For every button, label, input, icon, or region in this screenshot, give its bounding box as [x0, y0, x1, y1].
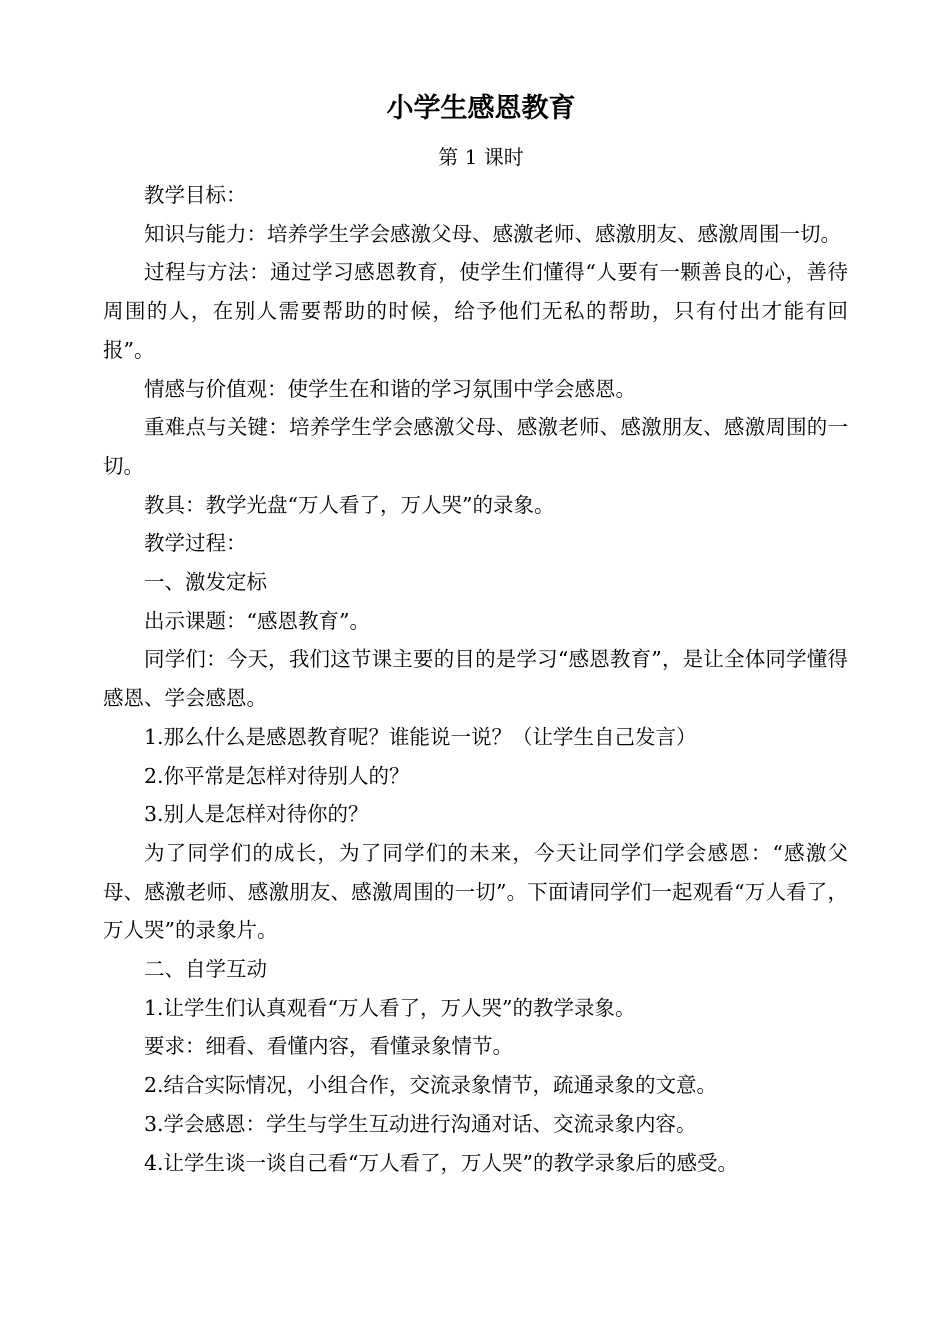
document-body — [103, 176, 848, 1182]
paragraph-knowledge-ability: 知识与能力：培养学生学会感激父母、感激老师、感激朋友、感激周围一切。 — [144, 221, 841, 246]
paragraph-introduction: 同学们：今天，我们这节课主要的目的是学习“感恩教育”，是让全体同学懂得感恩、学会感恩。 — [103, 647, 848, 711]
paragraph-process-heading: 教学过程： — [144, 531, 247, 556]
document-title: 小学生感恩教育 — [386, 93, 576, 124]
list-item-step-1: 1.让学生们认真观看“万人看了，万人哭”的教学录象。 — [144, 995, 636, 1020]
section-heading-1: 一、激发定标 — [144, 570, 267, 595]
paragraph-objectives-heading: 教学目标： — [144, 183, 247, 207]
paragraph-teaching-aids: 教具：教学光盘“万人看了，万人哭”的录象。 — [144, 492, 555, 517]
paragraph-key-points: 重难点与关键：培养学生学会感激父母、感激老师、感激朋友、感激周围的一切。 — [103, 415, 848, 478]
list-item-step-4: 4.让学生谈一谈自己看“万人看了，万人哭”的教学录象后的感受。 — [144, 1150, 739, 1175]
list-item-question-2: 2.你平常是怎样对待别人的？ — [144, 763, 410, 788]
list-item-step-2: 2.结合实际情况，小组合作，交流录象情节，疏通录象的文意。 — [144, 1073, 718, 1098]
section-heading-2: 二、自学互动 — [144, 957, 267, 982]
lesson-number: 第 1 课时 — [438, 145, 524, 169]
list-item-step-3: 3.学会感恩：学生与学生互动进行沟通对话、交流录象内容。 — [144, 1111, 697, 1136]
paragraph-emotion-values: 情感与价值观：使学生在和谐的学习氛围中学会感恩。 — [144, 376, 636, 401]
paragraph-requirements: 要求：细看、看懂内容，看懂录象情节。 — [144, 1034, 513, 1059]
paragraph-process-method: 过程与方法：通过学习感恩教育，使学生们懂得“人要有一颗善良的心，善待周围的人，在别人需要帮助的时候，给予他们无私的帮助，只有付出才能有回报”。 — [103, 260, 848, 362]
list-item-question-3: 3.别人是怎样对待你的？ — [144, 802, 369, 827]
paragraph-show-topic: 出示课题：“感恩教育”。 — [144, 608, 370, 633]
paragraph-watch-video: 为了同学们的成长，为了同学们的未来，今天让同学们学会感恩：“感激父母、感激老师、感激朋友、感激周围的一切”。下面请同学们一起观看“万人看了，万人哭”的录象片。 — [103, 840, 848, 943]
list-item-question-1: 1.那么什么是感恩教育呢？谁能说一说？（让学生自己发言） — [144, 724, 697, 749]
